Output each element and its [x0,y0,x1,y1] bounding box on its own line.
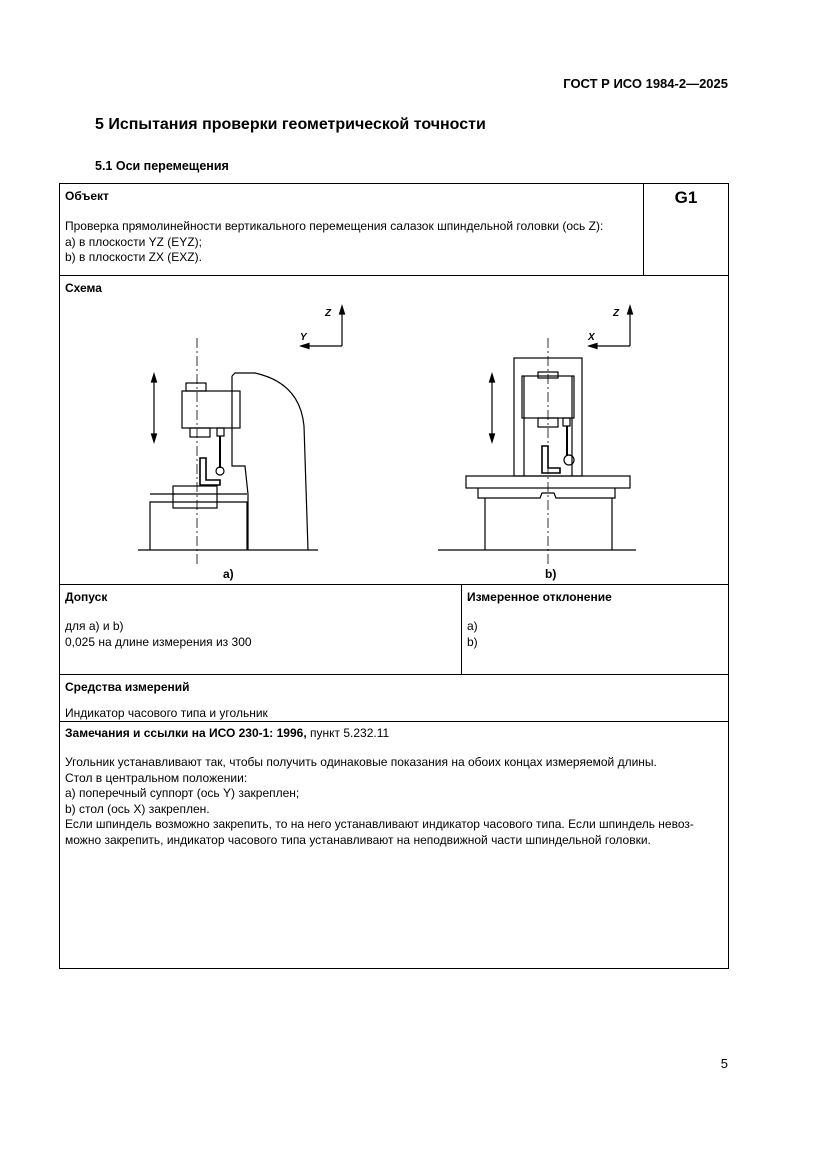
page-number: 5 [720,1056,728,1071]
work-table [173,486,217,508]
square-ruler [200,458,220,485]
object-line: a) в плоскости YZ (EYZ); [65,234,202,249]
deviation-line: b) [467,634,478,649]
machine-base [150,494,247,550]
figure-a-caption: a) [223,567,234,581]
axis-z-arrow [340,306,345,314]
remarks-line: b) стол (ось X) закреплен. [65,801,210,816]
figure-b-caption: b) [545,567,557,581]
table-slot [478,488,615,498]
remarks-line: Стол в центральном положении: [65,770,248,785]
subsection-title: 5.1 Оси перемещения [95,159,229,173]
instruments-text: Индикатор часового типа и угольник [65,706,268,720]
tolerance-cell [59,584,462,675]
indicator-holder [217,428,224,436]
travel-arrow-up [152,374,157,382]
remarks-line: Угольник устанавливают так, чтобы получить одинаковые показания на обоих концах измеряемой длины. [65,755,657,769]
remarks-cell [59,721,729,969]
remarks-heading [65,726,389,742]
remarks-line: a) поперечный суппорт (ось Y) закреплен; [65,786,300,800]
dial-indicator [216,467,224,475]
deviation-line: a) [467,619,478,633]
axis-h-label: Y [300,332,307,343]
section-title: 5 Испытания проверки геометрической точности [95,116,486,133]
travel-arrow-down [490,434,495,442]
object-line: b) в плоскости ZX (EXZ). [65,250,202,264]
axis-h-arrow [589,344,597,349]
remarks-line: можно закрепить, индикатор часового типа устанавливают на неподвижной части шпиндельной головки. [65,832,651,847]
axis-z-label: Z [325,308,332,319]
axis-h-label: X [588,332,595,343]
scheme-cell [59,275,729,585]
axis-z-arrow [628,306,633,314]
tolerance-text [65,619,252,650]
instruments-cell [59,674,729,722]
travel-arrow-down [152,434,157,442]
remarks-label: Замечания и ссылки на ИСО 230-1: 1996, [65,726,307,740]
head-top [186,383,206,391]
deviation-label: Измеренное отклонение [467,590,612,604]
machine-base [485,498,612,550]
deviation-cell [461,584,729,675]
tolerance-line: для a) и b) [65,619,124,633]
deviation-text [467,619,478,650]
object-label: Объект [65,189,109,203]
remarks-line: Если шпиндель возможно закрепить, то на него устанавливают индикатор часового типа. Если шпиндель невоз- [65,817,694,831]
axis-h-arrow [301,344,309,349]
spindle-head [182,391,240,428]
tolerance-label: Допуск [65,590,108,604]
remarks-reference: пункт 5.232.11 [306,726,390,740]
code-cell [643,183,729,276]
object-description [65,219,603,266]
check-code: G1 [674,188,698,207]
square-ruler [542,446,560,473]
remarks-text [65,755,730,848]
object-line: Проверка прямолинейности вертикального перемещения салазок шпиндельной головки (ось Z): [65,219,604,233]
machine-column [232,373,308,550]
scheme-drawings [60,276,728,584]
scheme-label: Схема [65,281,102,295]
spindle-nose [190,428,210,437]
tolerance-line: 0,025 на длине измерения из 300 [65,634,252,649]
object-cell [59,183,644,276]
standard-header: ГОСТ Р ИСО 1984-2—2025 [563,76,728,91]
indicator-holder [563,418,570,426]
axis-z-label: Z [613,308,620,319]
travel-arrow-up [490,374,495,382]
instruments-label: Средства измерений [65,680,190,694]
